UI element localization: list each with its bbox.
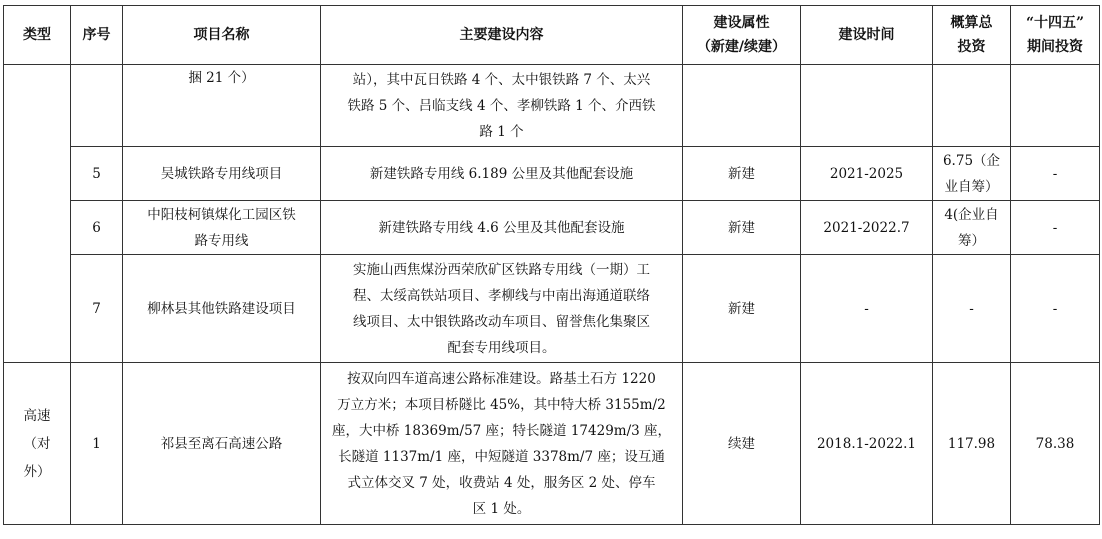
type-line: （对 bbox=[23, 435, 51, 452]
content-line: 区 1 处。 bbox=[472, 500, 531, 517]
time-cell: 2021-2022.7 bbox=[801, 201, 933, 255]
budget-line: 6.75（企 bbox=[942, 152, 1001, 169]
seq-cell: 7 bbox=[71, 255, 123, 363]
budget-line: 筹） bbox=[958, 232, 985, 249]
content-line: 式立体交叉 7 处，收费站 4 处，服务区 2 处、停车 bbox=[347, 474, 656, 491]
name-cell: 柳林县其他铁路建设项目 bbox=[123, 255, 321, 363]
name-cell: 吴城铁路专用线项目 bbox=[123, 147, 321, 201]
name-cell bbox=[123, 201, 321, 255]
content-line: 新建铁路专用线 4.6 公里及其他配套设施 bbox=[378, 219, 625, 236]
header-plan bbox=[1011, 6, 1100, 65]
header-budget-line1: 概算总 bbox=[950, 15, 993, 31]
header-content: 主要建设内容 bbox=[321, 6, 683, 65]
seq-cell: 1 bbox=[71, 363, 123, 525]
type-cell-expressway bbox=[4, 363, 71, 525]
content-line: 铁路 5 个、吕临支线 4 个、孝柳铁路 1 个、介西铁 bbox=[347, 97, 656, 114]
budget-cell bbox=[933, 147, 1011, 201]
name-cell: 祁县至离石高速公路 bbox=[123, 363, 321, 525]
name-line: 路专用线 bbox=[194, 232, 249, 249]
content-line: 万立方米；本项目桥隧比 45%，其中特大桥 3155m/2 bbox=[337, 396, 666, 413]
header-row bbox=[4, 6, 1100, 65]
plan-cell: - bbox=[1011, 255, 1100, 363]
attr-cell: 新建 bbox=[683, 255, 801, 363]
seq-cell bbox=[71, 65, 123, 147]
header-plan-line2: 期间投资 bbox=[1027, 39, 1083, 55]
header-attr bbox=[683, 6, 801, 65]
plan-cell: - bbox=[1011, 201, 1100, 255]
project-table bbox=[3, 5, 1100, 525]
budget-line: 业自筹） bbox=[944, 178, 999, 195]
content-cell bbox=[321, 65, 683, 147]
plan-cell bbox=[1011, 65, 1100, 147]
content-line: 程、太绥高铁站项目、孝柳线与中南出海通道联络 bbox=[353, 287, 650, 304]
header-type: 类型 bbox=[4, 6, 71, 65]
time-cell: 2021-2025 bbox=[801, 147, 933, 201]
name-cell: 捆 21 个） bbox=[123, 65, 321, 147]
time-cell bbox=[801, 65, 933, 147]
content-line: 座，大中桥 18369m/57 座；特长隧道 17429m/3 座， bbox=[331, 422, 672, 439]
attr-cell: 新建 bbox=[683, 147, 801, 201]
content-line: 新建铁路专用线 6.189 公里及其他配套设施 bbox=[369, 165, 634, 182]
table-row bbox=[4, 201, 1100, 255]
header-name: 项目名称 bbox=[123, 6, 321, 65]
content-line: 线项目、太中银铁路改动车项目、留誉焦化集聚区 bbox=[353, 313, 650, 330]
time-cell: - bbox=[801, 255, 933, 363]
content-line: 按双向四车道高速公路标准建设。路基土石方 1220 bbox=[347, 370, 656, 387]
header-budget-line2: 投资 bbox=[957, 39, 986, 55]
content-cell bbox=[321, 201, 683, 255]
type-line: 高速 bbox=[23, 407, 51, 424]
table-row bbox=[4, 363, 1100, 525]
content-line: 配套专用线项目。 bbox=[447, 339, 556, 356]
content-cell bbox=[321, 255, 683, 363]
table-row bbox=[4, 65, 1100, 147]
content-line: 路 1 个 bbox=[479, 123, 524, 140]
attr-cell bbox=[683, 65, 801, 147]
table-row bbox=[4, 147, 1100, 201]
content-cell bbox=[321, 147, 683, 201]
content-cell bbox=[321, 363, 683, 525]
attr-cell: 续建 bbox=[683, 363, 801, 525]
header-plan-line1: “十四五” bbox=[1025, 15, 1085, 31]
seq-cell: 6 bbox=[71, 201, 123, 255]
type-line: 外） bbox=[23, 463, 51, 480]
name-line: 中阳枝柯镇煤化工园区铁 bbox=[147, 206, 296, 223]
content-line: 站），其中瓦日铁路 4 个、太中银铁路 7 个、太兴 bbox=[352, 71, 651, 88]
content-line: 长隧道 1137m/1 座，中短隧道 3378m/7 座；设互通 bbox=[338, 448, 665, 465]
header-attr-line2: （新建/续建） bbox=[696, 39, 787, 55]
content-line: 实施山西焦煤汾西荣欣矿区铁路专用线（一期）工 bbox=[353, 261, 650, 278]
plan-cell: - bbox=[1011, 147, 1100, 201]
header-attr-line1: 建设属性 bbox=[713, 15, 770, 31]
time-cell: 2018.1-2022.1 bbox=[801, 363, 933, 525]
budget-cell bbox=[933, 65, 1011, 147]
header-time: 建设时间 bbox=[801, 6, 933, 65]
seq-cell: 5 bbox=[71, 147, 123, 201]
table-row bbox=[4, 255, 1100, 363]
type-cell-railway bbox=[4, 65, 71, 363]
header-budget bbox=[933, 6, 1011, 65]
plan-cell: 78.38 bbox=[1011, 363, 1100, 525]
header-seq: 序号 bbox=[71, 6, 123, 65]
budget-cell bbox=[933, 201, 1011, 255]
budget-line: 4(企业自 bbox=[944, 206, 999, 223]
budget-cell: 117.98 bbox=[933, 363, 1011, 525]
budget-cell: - bbox=[933, 255, 1011, 363]
attr-cell: 新建 bbox=[683, 201, 801, 255]
